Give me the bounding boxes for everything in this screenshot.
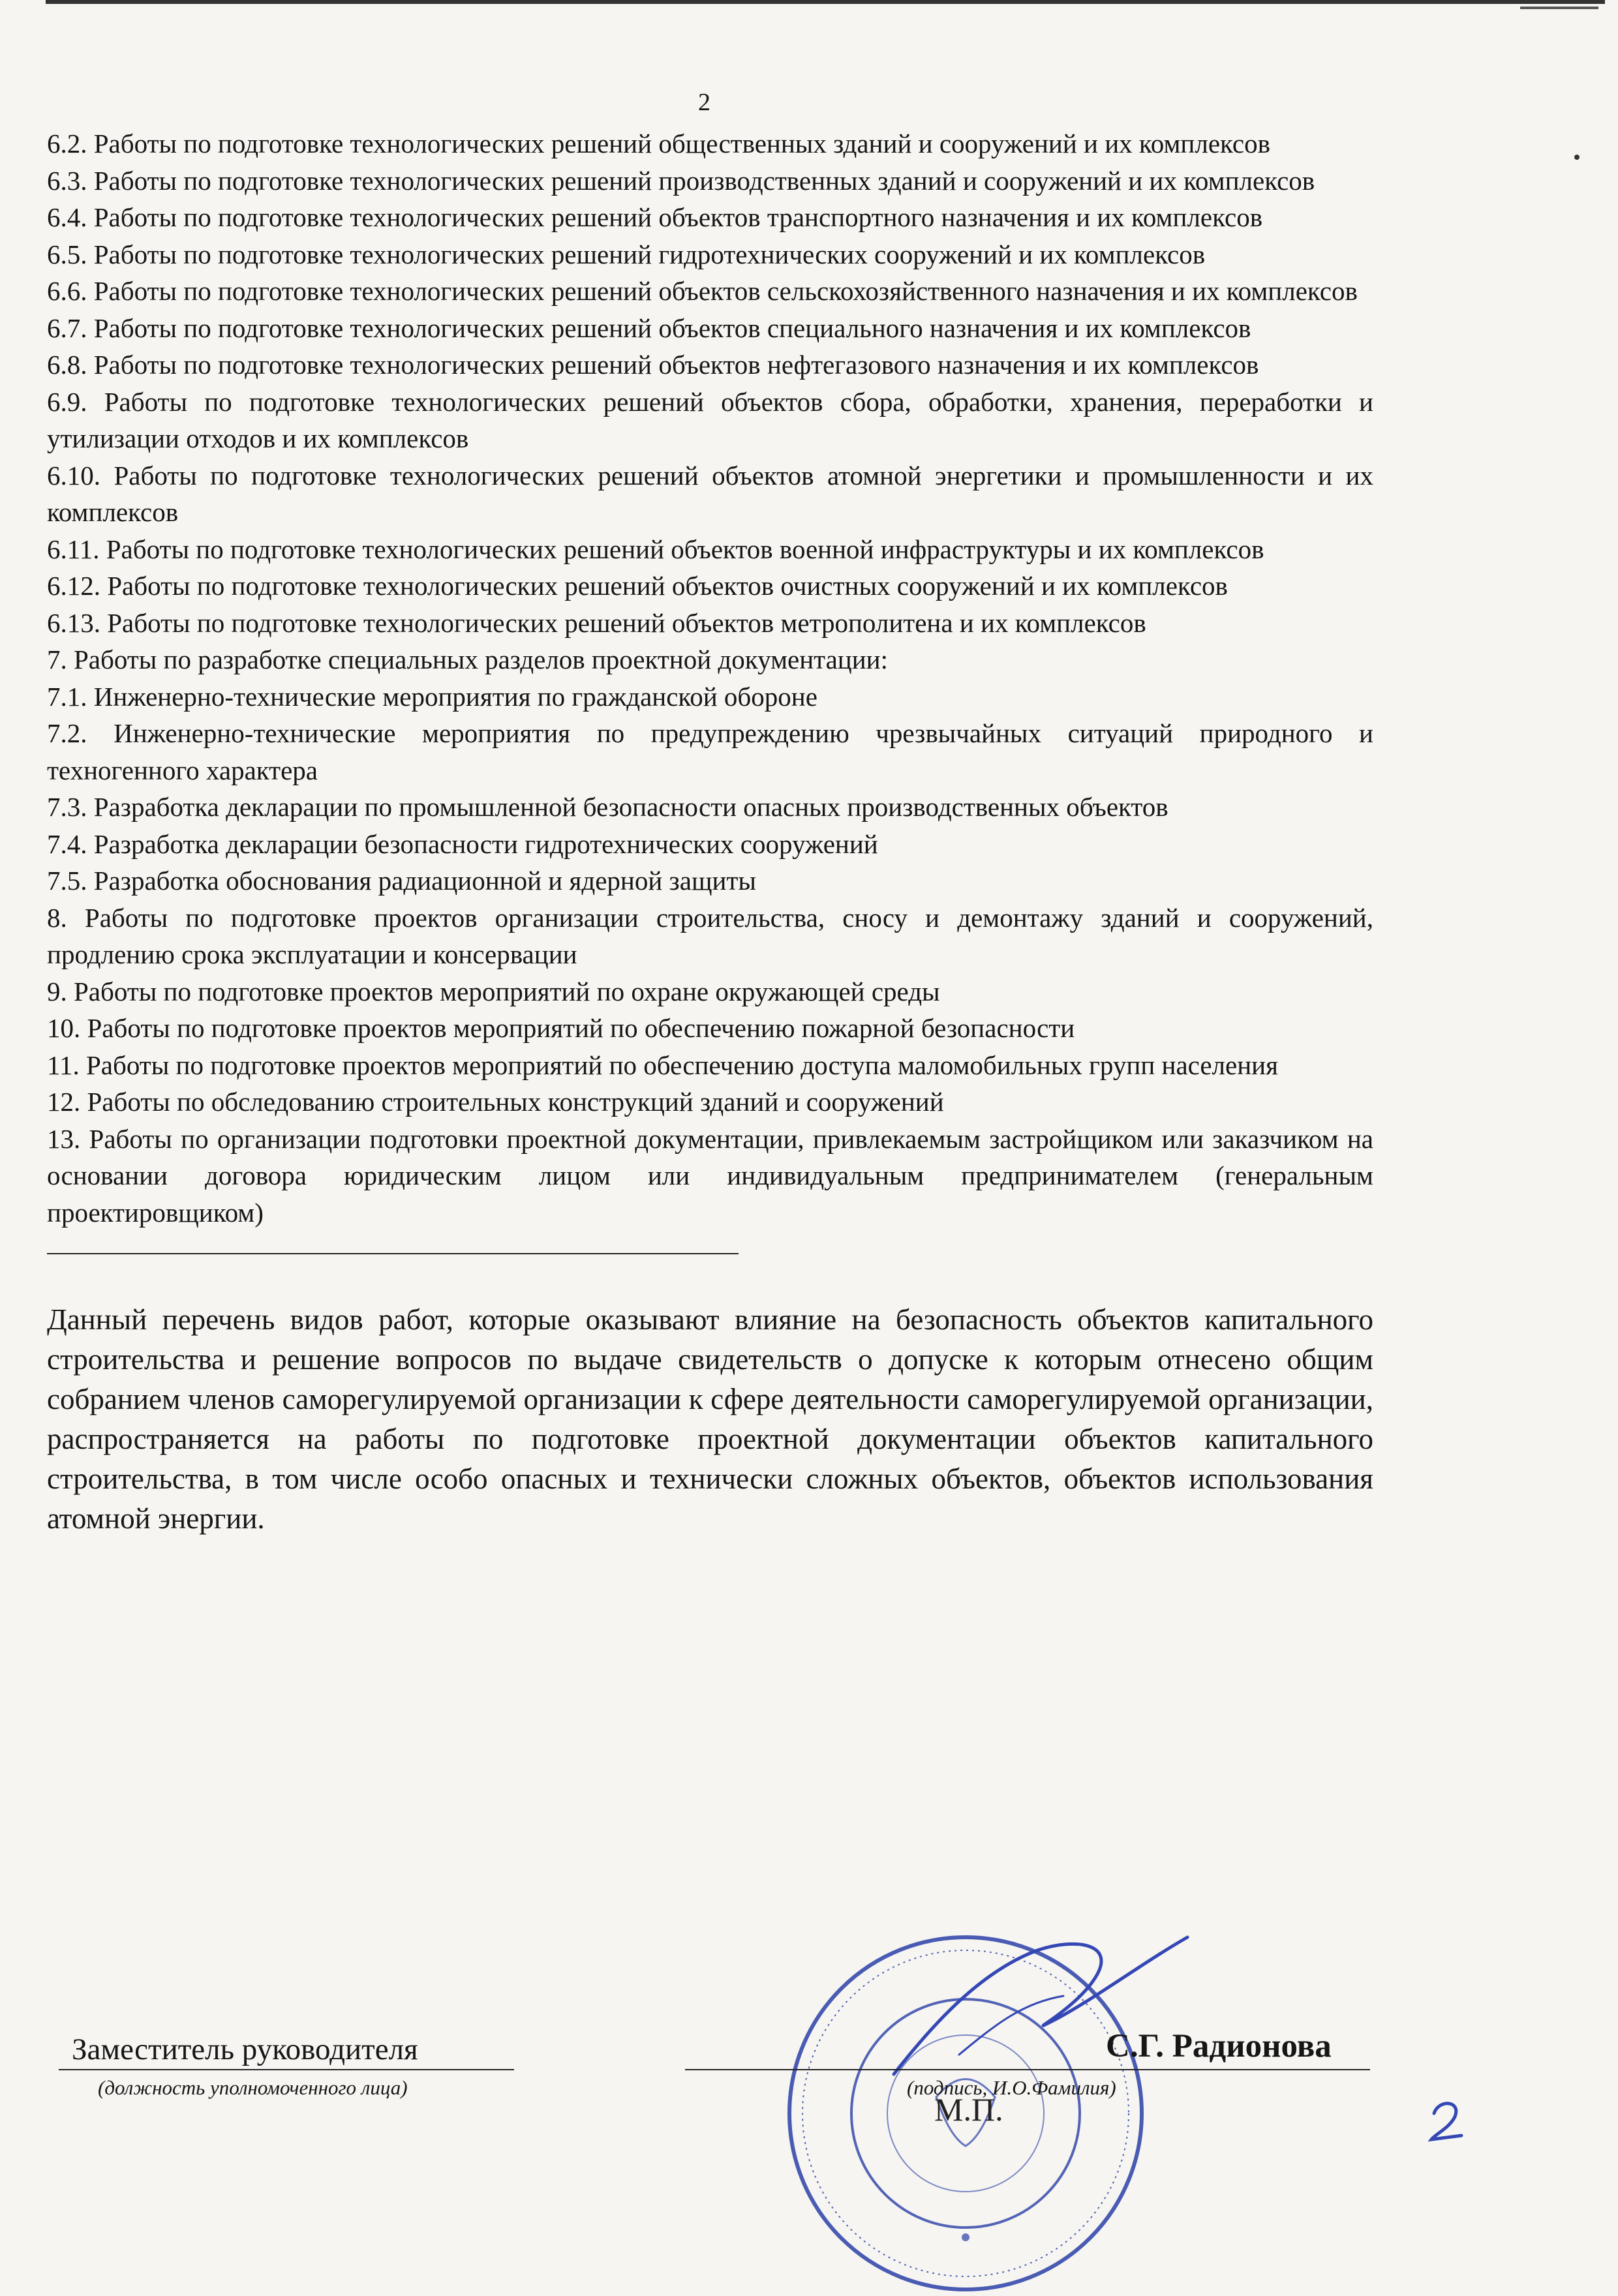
signature-caption: (подпись, И.О.Фамилия) xyxy=(907,2076,1116,2099)
signature-underline xyxy=(685,2069,1370,2070)
list-item: 6.4. Работы по подготовке технологических решений объектов транспортного назначения и их комплексов xyxy=(47,202,1263,232)
document-body xyxy=(47,125,1373,1539)
list-item: 6.8. Работы по подготовке технологических решений объектов нефтегазового назначения и их комплексов xyxy=(47,350,1259,380)
list-item: 6.13. Работы по подготовке технологических решений объектов метрополитена и их комплексов xyxy=(47,607,1146,638)
list-item: 13. Работы по организации подготовки проектной документации, привлекаемым застройщиком или заказчиком на основании договора юридическим лицом или индивидуальным предпринимателем (генеральным проектировщиком) xyxy=(47,1123,1373,1228)
handwritten-signature xyxy=(881,1924,1207,2094)
list-item: 7.1. Инженерно-технические мероприятия по гражданской обороне xyxy=(47,681,817,712)
list-item: 6.3. Работы по подготовке технологических решений производственных зданий и сооружений и их комплексов xyxy=(47,165,1315,196)
list-item: 6.6. Работы по подготовке технологических решений объектов сельскохозяйственного назначения и их комплексов xyxy=(47,276,1358,306)
stamp-place-label: М.П. xyxy=(934,2091,1003,2128)
list-item: 7.5. Разработка обоснования радиационной и ядерной защиты xyxy=(47,866,756,896)
list-item: 7.4. Разработка декларации безопасности гидротехнических сооружений xyxy=(47,828,878,859)
list-item: 6.2. Работы по подготовке технологических решений общественных зданий и сооружений и их комплексов xyxy=(47,128,1270,159)
list-item: 10. Работы по подготовке проектов мероприятий по обеспечению пожарной безопасности xyxy=(47,1013,1075,1043)
list-item: 7.3. Разработка декларации по промышленной безопасности опасных производственных объектов xyxy=(47,792,1168,822)
position-underline xyxy=(59,2069,514,2070)
handwritten-page-mark xyxy=(1422,2094,1474,2146)
list-item: 6.12. Работы по подготовке технологических решений объектов очистных сооружений и их комплексов xyxy=(47,571,1228,601)
list-item: 8. Работы по подготовке проектов организации строительства, сносу и демонтажу зданий и сооружений, продлению срока эксплуатации и консервации xyxy=(47,902,1373,969)
section-divider xyxy=(47,1253,739,1254)
signer-name: С.Г. Радионова xyxy=(1106,2028,1332,2064)
signer-position: Заместитель руководителя xyxy=(72,2032,418,2066)
list-item: 6.9. Работы по подготовке технологических решений объектов сбора, обработки, хранения, переработки и утилизации отходов и их комплексов xyxy=(47,386,1373,453)
list-item: 6.10. Работы по подготовке технологических решений объектов атомной энергетики и промышленности и их комплексов xyxy=(47,460,1373,527)
position-caption: (должность уполномоченного лица) xyxy=(98,2076,408,2099)
page-number: 2 xyxy=(698,89,710,116)
list-item: 6.11. Работы по подготовке технологических решений объектов военной инфраструктуры и их комплексов xyxy=(47,534,1264,564)
list-item: 11. Работы по подготовке проектов мероприятий по обеспечению доступа маломобильных групп населения xyxy=(47,1050,1278,1080)
list-item: 9. Работы по подготовке проектов мероприятий по охране окружающей среды xyxy=(47,976,940,1006)
corner-mark xyxy=(1520,7,1598,9)
list-item: 7. Работы по разработке специальных разделов проектной документации: xyxy=(47,644,888,674)
scan-speck xyxy=(1574,155,1580,160)
top-edge-line xyxy=(46,0,1605,4)
list-item: 12. Работы по обследованию строительных конструкций зданий и сооружений xyxy=(47,1087,944,1117)
list-item: 7.2. Инженерно-технические мероприятия по предупреждению чрезвычайных ситуаций природного и техногенного характера xyxy=(47,718,1373,785)
list-item: 6.7. Работы по подготовке технологических решений объектов специального назначения и их комплексов xyxy=(47,312,1251,343)
list-item: 6.5. Работы по подготовке технологических решений гидротехнических сооружений и их комплексов xyxy=(47,239,1206,269)
scope-note: Данный перечень видов работ, которые оказывают влияние на безопасность объектов капитального строительства и решение вопросов по выдаче свидетельств о допуске к которым отнесено общим собранием членов саморегулируемой организации к сфере деятельности саморегулируемой организации, распространяется на работы по подготовке проектной документации объектов капитального строительства, в том числе особо опасных и технически сложных объектов, объектов использования атомной энергии. xyxy=(47,1303,1373,1535)
